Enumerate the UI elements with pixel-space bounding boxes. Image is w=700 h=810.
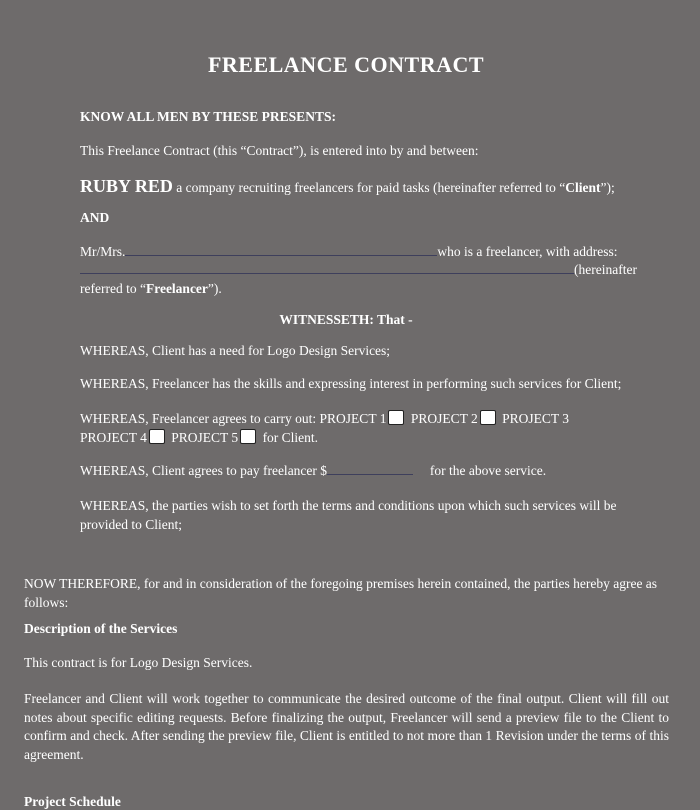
referred-pre: referred to “ — [80, 281, 146, 296]
client-line — [80, 176, 615, 197]
whereas-3-line-1 — [80, 410, 569, 427]
whereas-3-line-2 — [80, 429, 318, 446]
project-2-checkbox[interactable] — [480, 410, 496, 425]
document-title: FREELANCE CONTRACT — [207, 52, 485, 77]
know-all-heading: KNOW ALL MEN BY THESE PRESENTS: — [80, 109, 336, 124]
referred-post: ”). — [207, 281, 222, 296]
mr-mrs-label: Mr/Mrs. — [80, 244, 126, 259]
freelancer-name-field[interactable] — [125, 244, 437, 256]
referred-line — [80, 281, 222, 297]
payment-amount-field[interactable] — [327, 463, 413, 475]
project-5-checkbox[interactable] — [240, 429, 256, 444]
whereas-4 — [80, 463, 546, 479]
project-5-label: PROJECT 5 — [171, 430, 239, 445]
client-name: RUBY RED — [80, 176, 173, 196]
project-4-checkbox[interactable] — [149, 429, 165, 444]
whereas-5: WHEREAS, the parties wish to set forth the terms and conditions upon which such services will be provided to Client; — [80, 498, 617, 532]
intro-text: This Freelance Contract (this “Contract”), is entered into by and between: — [80, 143, 479, 158]
description-text: This contract is for Logo Design Services. — [24, 655, 253, 670]
project-2-label: PROJECT 2 — [410, 411, 478, 426]
address-line — [80, 262, 637, 278]
client-label: Client — [565, 180, 601, 195]
project-3-label: PROJECT 3 — [502, 411, 570, 426]
and-label: AND — [80, 210, 110, 225]
now-therefore-text: NOW THEREFORE, for and in consideration of the foregoing premises herein contained, the parties hereby agree as follows: — [24, 576, 658, 610]
hereinafter-label: (hereinafter — [574, 262, 637, 277]
whereas-2: WHEREAS, Freelancer has the skills and expressing interest in performing such services for Client; — [80, 376, 622, 391]
project-1-checkbox[interactable] — [388, 410, 404, 425]
client-desc-post: ”); — [600, 180, 615, 195]
description-paragraph: Freelancer and Client will work together to communicate the desired outcome of the final output. Client will fill out notes about specific editing requests. Before finalizing the output, Freelancer will send a preview file to the Client to confirm and check. After sending the preview file, Client is entitled to not more than 1 Revision under the terms of this agreement. — [24, 691, 669, 762]
freelancer-address-field[interactable] — [80, 262, 574, 274]
whereas-4-post: for the above service. — [429, 463, 547, 478]
whereas-1: WHEREAS, Client has a need for Logo Design Services; — [80, 343, 391, 358]
whereas-4-text: WHEREAS, Client agrees to pay freelancer $ — [80, 463, 328, 478]
freelancer-name-line — [80, 244, 618, 260]
whereas-3-text: WHEREAS, Freelancer agrees to carry out: — [80, 411, 320, 426]
witnesseth-heading: WITNESSETH: That - — [279, 312, 413, 327]
schedule-heading: Project Schedule — [24, 794, 121, 809]
project-4-label: PROJECT 4 — [80, 430, 147, 445]
freelancer-label: Freelancer — [145, 281, 208, 296]
for-client-label: for Client. — [262, 430, 319, 445]
client-desc-pre: a company recruiting freelancers for paid tasks (hereinafter referred to “ — [172, 180, 566, 195]
description-heading: Description of the Services — [24, 621, 178, 636]
freelancer-address-label: who is a freelancer, with address: — [437, 244, 618, 259]
project-1-label: PROJECT 1 — [319, 411, 387, 426]
